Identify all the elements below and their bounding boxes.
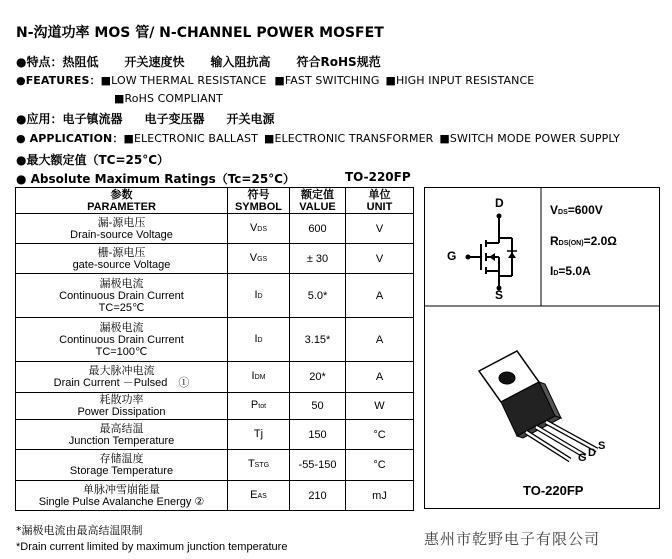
param-cell <box>16 393 228 420</box>
value-cell: ± 30 <box>290 244 346 274</box>
application-en-label: ● APPLICATION： <box>16 132 124 145</box>
square-bullet-icon: ■ <box>114 92 125 105</box>
param-en: Power Dissipation <box>77 406 166 418</box>
pin-d-label: D <box>495 196 504 210</box>
symbol-cell: IDM <box>228 362 290 393</box>
spec-id: ID=5.0A <box>550 264 591 278</box>
param-cell <box>16 450 228 481</box>
application-cn-item: 开关电源 <box>226 112 275 126</box>
header-value: 额定值 VALUE <box>290 188 346 214</box>
company-watermark: 惠州市乾野电子有限公司 <box>424 530 601 548</box>
table-row <box>16 420 414 450</box>
application-en-item: ELECTRONIC BALLAST <box>133 132 258 145</box>
param-en: Drain-source Voltage <box>70 228 173 241</box>
feature-en-item: FAST SWITCHING <box>284 74 380 87</box>
pin-s-label: S <box>495 288 504 302</box>
ratings-cn-heading: ●最大额定值（TC=25°C） <box>16 153 170 167</box>
param-en: Single Pulse Avalanche Energy ② <box>38 495 205 508</box>
param-cn: 最高结温 <box>99 422 144 435</box>
mosfet-symbol-icon <box>468 216 512 288</box>
table-header-row <box>16 188 414 214</box>
feature-cn-item: 开关速度快 <box>124 55 185 69</box>
unit-cell: W <box>346 393 414 420</box>
spec-rds-on: RDS(ON)=2.0Ω <box>550 234 617 248</box>
symbol-cell: EAS <box>228 481 290 511</box>
features-en-label: ●FEATURES： <box>16 74 101 87</box>
value-cell: 50 <box>290 393 346 420</box>
unit-cell: °C <box>346 420 414 450</box>
param-cell <box>16 244 228 274</box>
param-en: Storage Temperature <box>69 465 174 477</box>
features-en-line2 <box>114 92 223 105</box>
feature-en-item: LOW THERMAL RESISTANCE <box>111 74 267 87</box>
square-bullet-icon: ■ <box>100 74 112 87</box>
param-cn: 存储温度 <box>99 453 144 465</box>
unit-cell: V <box>346 214 414 244</box>
value-cell: -55-150 <box>290 450 346 481</box>
param-cn: 单脉冲雪崩能量 <box>83 483 160 496</box>
diode-icon <box>508 252 516 258</box>
param-cn: 漏极电流 <box>99 277 144 290</box>
spec-vds: VDS=600V <box>550 203 603 217</box>
param-cn: 耗散功率 <box>99 394 144 406</box>
square-bullet-icon: ■ <box>274 74 285 87</box>
device-info-box <box>424 187 660 509</box>
symbol-cell: ID <box>228 274 290 318</box>
package-caption: TO-220FP <box>523 483 584 498</box>
feature-cn-item: 热阻低 <box>62 55 99 69</box>
param-cn: 漏-源电压 <box>97 216 146 229</box>
package-pin-s: S <box>598 440 606 452</box>
param-cn: 栅-源电压 <box>97 246 146 259</box>
feature-en-item: RoHS COMPLIANT <box>124 92 223 105</box>
param-condition: TC=25℃ <box>98 301 145 314</box>
square-bullet-icon: ■ <box>439 132 450 145</box>
ratings-table <box>15 187 414 511</box>
table-row <box>16 450 414 481</box>
symbol-cell: VDS <box>228 214 290 244</box>
table-row <box>16 362 414 393</box>
param-en: Junction Temperature <box>68 434 175 447</box>
table-row <box>16 274 414 318</box>
param-en: gate-source Voltage <box>72 258 171 271</box>
param-en: Continuous Drain Current <box>59 333 184 346</box>
param-en: Drain Current －Pulsed ① <box>53 377 190 389</box>
value-cell: 3.15* <box>290 318 346 362</box>
symbol-cell: ID <box>228 318 290 362</box>
header-symbol: 符号 SYMBOL <box>228 188 290 214</box>
param-cell <box>16 214 228 244</box>
symbol-cell: VGS <box>228 244 290 274</box>
gate-dot-icon <box>466 255 471 260</box>
symbol-cell: Tj <box>228 420 290 450</box>
param-cn: 最大脉冲电流 <box>88 365 155 377</box>
unit-cell: A <box>346 318 414 362</box>
square-bullet-icon: ■ <box>263 132 275 145</box>
header-unit: 单位 UNIT <box>346 188 414 214</box>
square-bullet-icon: ■ <box>123 132 134 145</box>
application-en <box>16 130 620 146</box>
table-row <box>16 214 414 244</box>
package-label: TO-220FP <box>345 170 411 184</box>
value-cell: 5.0* <box>290 274 346 318</box>
application-cn <box>16 110 275 127</box>
value-cell: 20* <box>290 362 346 393</box>
footnote-cn: *漏极电流由最高结温限制 <box>16 524 143 537</box>
application-en-item: ELECTRONIC TRANSFORMER <box>274 132 434 145</box>
unit-cell: °C <box>346 450 414 481</box>
package-pin-g: G <box>578 452 587 464</box>
table-row <box>16 393 414 420</box>
table-row <box>16 318 414 362</box>
table-row <box>16 481 414 511</box>
mosfet-arrow-icon <box>489 253 495 261</box>
param-condition: TC=100℃ <box>95 345 148 358</box>
page-title: N-沟道功率 MOS 管/ N-CHANNEL POWER MOSFET <box>16 25 384 41</box>
param-cell <box>16 318 228 362</box>
feature-cn-item: 符合RoHS规范 <box>296 55 381 69</box>
pin-g-label: G <box>447 249 457 263</box>
value-cell: 600 <box>290 214 346 244</box>
param-cn: 漏极电流 <box>99 321 144 334</box>
value-cell: 150 <box>290 420 346 450</box>
symbol-cell: TSTG <box>228 450 290 481</box>
features-cn <box>16 53 381 70</box>
feature-en-item: HIGH INPUT RESISTANCE <box>395 74 535 87</box>
unit-cell: A <box>346 274 414 318</box>
application-en-item: SWITCH MODE POWER SUPPLY <box>449 132 620 145</box>
unit-cell: A <box>346 362 414 393</box>
device-drawing <box>425 188 659 508</box>
symbol-cell: Ptot <box>228 393 290 420</box>
param-cell <box>16 481 228 511</box>
param-cell <box>16 362 228 393</box>
param-en: Continuous Drain Current <box>59 289 184 302</box>
header-parameter: 参数 PARAMETER <box>16 188 228 214</box>
table-row <box>16 244 414 274</box>
square-bullet-icon: ■ <box>385 74 396 87</box>
param-cell <box>16 274 228 318</box>
application-cn-item: 电子变压器 <box>144 112 205 126</box>
value-cell: 210 <box>290 481 346 511</box>
unit-cell: V <box>346 244 414 274</box>
package-pin-d: D <box>588 447 596 459</box>
footnote-en: *Drain current limited by maximum junction temperature <box>16 541 288 553</box>
features-cn-label: ●特点： <box>16 55 63 69</box>
unit-cell: mJ <box>346 481 414 511</box>
application-cn-label: ●应用： <box>16 112 63 126</box>
features-en <box>16 72 534 88</box>
param-cell <box>16 420 228 450</box>
ratings-en-heading: ● Absolute Maximum Ratings（Tc=25°C） <box>16 172 295 186</box>
application-cn-item: 电子镇流器 <box>62 112 123 126</box>
to220fp-package-icon <box>479 351 597 460</box>
feature-cn-item: 输入阻抗高 <box>210 55 271 69</box>
